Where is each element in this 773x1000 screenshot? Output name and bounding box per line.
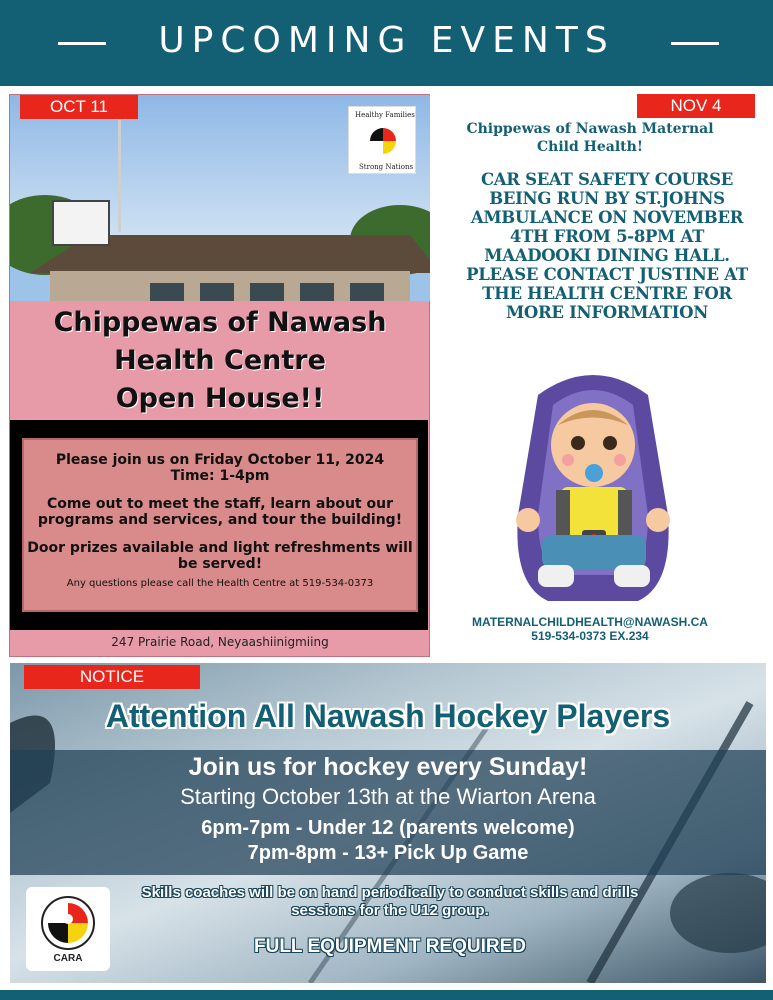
contact-email[interactable]: MATERNALCHILDHEALTH@NAWASH.CA: [472, 615, 708, 629]
hockey-start-line: Starting October 13th at the Wiarton Arena: [180, 784, 596, 809]
healthy-families-logo: Healthy Families Strong Nations: [348, 106, 416, 174]
maternal-health-heading: Chippewas of Nawash Maternal Child Health!: [466, 121, 714, 155]
hockey-pickup-line: 7pm-8pm - 13+ Pick Up Game: [247, 842, 529, 864]
maternal-health-contact: [450, 615, 730, 643]
equipment-required: FULL EQUIPMENT REQUIRED: [254, 936, 526, 957]
cara-logo: CARA: [26, 887, 110, 971]
notice-tag: NOTICE: [24, 665, 200, 689]
hockey-sunday-line: Join us for hockey every Sunday!: [188, 753, 588, 781]
contact-phone: 519-534-0373 EX.234: [531, 629, 649, 643]
car-seat-announcement: CAR SEAT SAFETY COURSE BEING RUN BY ST.JOHNS AMBULANCE ON NOVEMBER 4TH FROM 5-8PM AT MAADOOKI DINING HALL. PLEASE CONTACT JUSTINE AT THE HEALTH CENTRE FOR MORE INFORMATION: [466, 170, 748, 322]
header-banner: [0, 0, 773, 86]
contact-note: Any questions please call the Health Centre at 519-534-0373: [66, 578, 374, 589]
event-address: 247 Prairie Road, Neyaashiinigmiing: [111, 635, 329, 649]
header-right-rule: [671, 42, 719, 45]
hockey-under12-line: 6pm-7pm - Under 12 (parents welcome): [201, 817, 575, 839]
skills-coaches-note: Skills coaches will be on hand periodically to conduct skills and drills sessions for the U12 group.: [141, 884, 639, 919]
baby-car-seat-illustration: [498, 365, 688, 605]
hockey-title: Attention All Nawash Hockey Players: [105, 698, 671, 734]
event-details: Please join us on Friday October 11, 2024 Time: 1-4pm Come out to meet the staff, learn about our programs and services, and tour the building! Door prizes available and light refreshments will be served! Any questions please call the Health Centre at 519-534-0373: [22, 438, 418, 612]
open-house-title: Chippewas of Nawash Health Centre Open House!!: [53, 307, 387, 414]
page-title: UPCOMING EVENTS: [158, 20, 615, 61]
medicine-wheel-icon: [370, 128, 396, 154]
footer-bar: [0, 990, 773, 1000]
event-date-tag: OCT 11: [20, 95, 138, 119]
event-date-tag: NOV 4: [637, 94, 755, 118]
